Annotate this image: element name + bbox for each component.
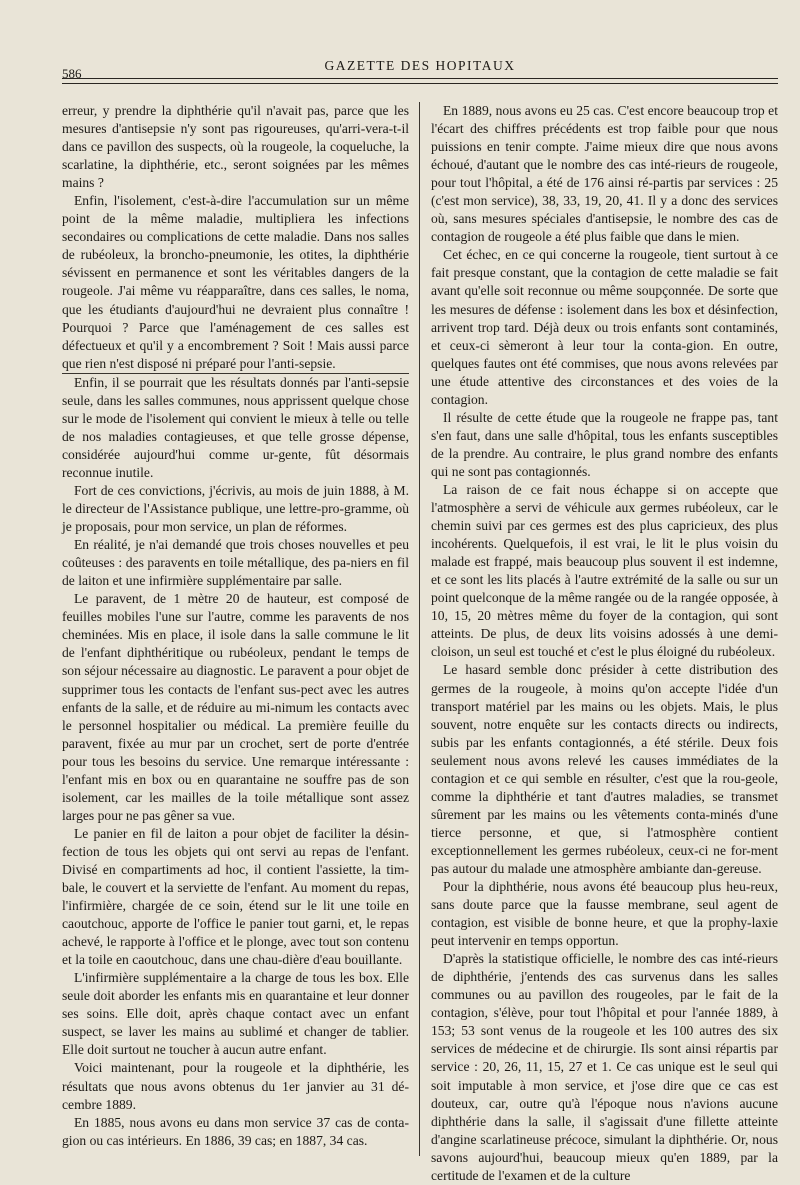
paragraph: Enfin, il se pourrait que les résultats donnés par l'anti-sepsie seule, dans les salles communes, nous apprissent quelque chose sur le mode de l'isolement qui convient le mieux à telle ou telle de nos maladies contagieuses, et que telle grosse dépense, considérée aujourd'hui comme ur-gente, fût désormais reconnue inutile. [62,374,409,480]
left-column [62,102,419,1156]
paragraph: Voici maintenant, pour la rougeole et la diphthérie, les résultats que nous avons obtenus du 1er janvier au 31 dé-cembre 1889. [62,1060,409,1112]
page-header [62,52,778,81]
paragraph: La raison de ce fait nous échappe si on accepte que l'atmosphère a servi de véhicule aux germes rubéoleux, car le chemin suivi par ces germes est des plus capricieux, des plus incohérents. Quelquefois, il est vrai, le lit le plus voisin du malade est frappé, mais beaucoup plus souvent il est indemne, et ce sont les lits placés à l'autre extrémité de la salle ou sur un point quelconque de la même rangée ou de la rangée opposée, à 10, 15, 20 mètres même du foyer de la contagion, qui sont atteints. De plus, de deux lits voisins adossés à une demi-cloison, un seul est touché et c'est le plus éloigné du rubéoleux. [431,481,778,660]
paragraph: Cet échec, en ce qui concerne la rougeole, tient surtout à ce fait presque constant, que la contagion de cette maladie se fait avant qu'elle soit reconnue ou même soupçonnée. De sorte que les mesures de défense : isolement dans les box et désinfection, arrivent trop tard. Déjà deux ou trois enfants sont contaminés, et ceux-ci sèmeront à leur tour la conta-gion. En outre, quelques fautes ont été commises, que nous avons relevées par une étude attentive des circonstances et des voies de la contagion. [431,247,778,407]
journal-title: GAZETTE DES HOPITAUX [324,58,516,73]
right-column [420,102,778,1183]
page-number: 586 [62,66,82,81]
paragraph: Il résulte de cette étude que la rougeole ne frappe pas, tant s'en faut, dans une salle d'hôpital, tous les enfants susceptibles de la prendre. Au contraire, le plus grand nombre des enfants qui ne sont pas contagionnés. [431,409,778,479]
article-columns [62,102,778,1183]
paragraph: En 1889, nous avons eu 25 cas. C'est encore beaucoup trop et l'écart des chiffres précédents est trop faible pour que nous puissions en tenir compte. J'aime mieux dire que nous avons échoué, d'autant que le nombre des cas inté-rieurs de rougeole, pour tout l'hôpital, a été de 176 ainsi ré-partis par services : 25 (c'est mon service), 38, 33, 19, 20, 41. Il y a donc des services où, sans mesures spéciales d'antisepsie, le nombre des cas de contagion de rougeole a été plus faible que dans le mien. [431,103,778,245]
paragraph: erreur, y prendre la diphthérie qu'il n'avait pas, parce que les mesures d'antisepsie n'y sont pas rigoureuses, qu'arri-vera-t-il dans ce pavillon des suspects, où la rougeole, la coqueluche, la scarlatine, la diphthérie, etc., seront soignées par les mêmes mains ? [62,103,409,191]
header-rule [62,78,778,84]
paragraph: Le panier en fil de laiton a pour objet de faciliter la désin-fection de tous les objets qui ont servi au repas de l'enfant. Divisé en compartiments ad hoc, il contient l'assiette, la tim-bale, le couvert et la serviette de l'enfant. Au moment du repas, l'infirmière, chargée de ce soin, étend sur le lit une toile en caoutchouc, apporte de l'office le panier tout garni, et, le repas achevé, le rapporte à l'office et le plonge, avec tout son contenu et la toile en caoutchouc, dans une chau-dière d'eau bouillante. [62,825,409,968]
paragraph: Le hasard semble donc présider à cette distribution des germes de la rougeole, à moins qu'on accepte l'idée d'un transport matériel par les mains ou les objets. Mais, le plus souvent, notre enquête sur les contacts directs ou indirects, subis par les enfants contagionnés, a été stérile. Deux fois seulement nous avons relevé les causes immédiates de la contagion et ce qui semble en résulter, c'est que la rou-geole, comme la diphthérie et tant d'autres maladies, se transmet sûrement par les mains ou les vêtements conta-minés d'une tierce personne, et que, si l'atmosphère contient exceptionnellement les germes rubéoleux, ceux-ci ne for-ment pas autour du malade une atmosphère ambiante dan-gereuse. [431,662,778,876]
paragraph: Fort de ces convictions, j'écrivis, au mois de juin 1888, à M. le directeur de l'Assistance publique, une lettre-pro-gramme, où je proposais, pour mon service, un plan de réformes. [62,482,409,535]
paragraph: En 1885, nous avons eu dans mon service 37 cas de conta-gion ou cas intérieurs. En 1886, 39 cas; en 1887, 34 cas. [62,1114,409,1148]
paragraph: En réalité, je n'ai demandé que trois choses nouvelles et peu coûteuses : des paravents en toile métallique, des pa-niers en fil de laiton et une infirmière supplémentaire par salle. [62,537,409,589]
paragraph: D'après la statistique officielle, le nombre des cas inté-rieurs de diphthérie, j'entends des cas survenus dans les salles communes ou au pavillon des rougeoles, par le fait de la contagion, s'élève, pour tout l'hôpital et pour l'année 1889, à 153; 53 sont venus de la rougeole et les 100 autres des six services de médecine et de chirurgie. Ils sont ainsi répartis par service : 20, 26, 11, 15, 27 et 1. Ce cas unique est le seul qui soit imputable à mon service, et j'ose dire que ce cas est douteux, car, outre qu'à l'époque nous n'avions aucune diphthérie dans la salle, il s'agissait d'une fillette atteinte d'angine scarlatineuse précoce, simulant la diphthérie. Or, nous savons aujourd'hui, beaucoup mieux qu'en 1889, par la certitude de l'examen et de la culture [431,951,778,1183]
paragraph: Enfin, l'isolement, c'est-à-dire l'accumulation sur un même point de la même maladie, multipliera les infections secondaires ou complications de cette maladie. Dans nos salles de rubéoleux, la broncho-pneumonie, les otites, la diphthérie sévissent en permanence et sont les véritables dangers de la rougeole. J'ai même vu réapparaître, dans ces salles, le noma, que les étudiants d'aujourd'hui ne devraient plus connaître ! Pourquoi ? Parce que l'aménagement de ces salles est défectueux et qu'il y a encombrement ? Soit ! Mais aussi parce que rien n'est disposé ni préparé pour l'anti-sepsie. [62,192,409,373]
paragraph: L'infirmière supplémentaire a la charge de tous les box. Elle seule doit aborder les enfants mis en quarantaine et leur donner ses soins. Elle doit, après chaque contact avec un enfant suspect, se laver les mains au sublimé et changer de tablier. Elle doit surtout ne toucher à aucun autre enfant. [62,970,409,1058]
paragraph: Le paravent, de 1 mètre 20 de hauteur, est composé de feuilles mobiles l'une sur l'autre, comme les paravents de nos cheminées. Mis en place, il isole dans la salle commune le lit de l'enfant diphthéritique ou rubéoleux, pendant le temps de son séjour nécessaire au diagnostic. Le paravent a pour objet de supprimer tous les contacts de l'enfant sus-pect avec les autres enfants de la salle, et de réduire au mi-nimum les contacts avec le personnel hospitalier ou médical. La première feuille du paravent, fixée au mur par un crochet, sert de porte d'entrée pour tous les besoins du service. Une remarque intéressante : l'enfant mis en box ou en quarantaine ne souffre pas de son isolement, car les mailles de la toile métallique sont assez larges pour ne pas gêner sa vue. [62,591,409,823]
paragraph: Pour la diphthérie, nous avons été beaucoup plus heu-reux, sans doute parce que la fausse membrane, seul agent de contagion, est visible de bonne heure, et que la prophy-laxie peut intervenir en temps opportun. [431,879,778,949]
